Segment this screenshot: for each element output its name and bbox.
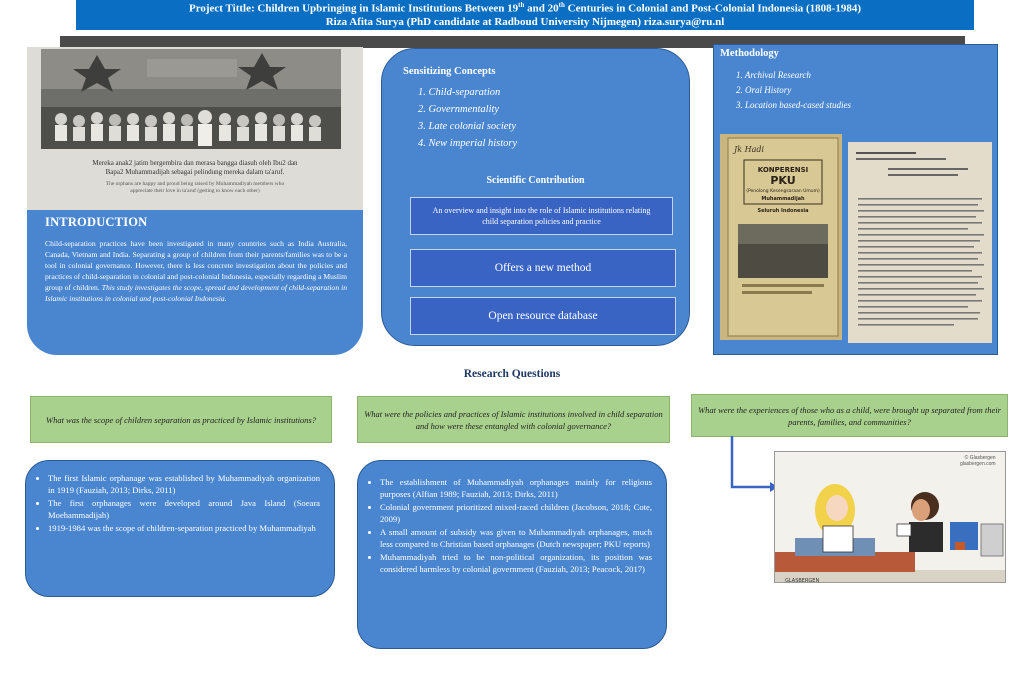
author-line: Riza Afita Surya (PhD candidate at Radboud University Nijmegen) riza.surya@ru.nl	[325, 15, 725, 28]
list-item: 3. Late colonial society	[418, 121, 516, 132]
connector-arrow-icon	[720, 436, 780, 496]
list-item: • Muhammadiyah tried to be non-political organization, its position was considered harmless by colonial government (Fauziah, 2013; Peacock, 2017)	[380, 552, 666, 575]
doc-acronym: PKU	[770, 174, 796, 187]
list-item: 2. Governmentality	[418, 104, 500, 115]
introduction-heading: INTRODUCTION	[45, 215, 148, 229]
list-item: • Colonial government prioritized mixed-raced children (Jacobson, 2018; Cote, 2009)	[380, 502, 666, 525]
doc-subtitle: (Penolong Kesengsaraan Umum)	[746, 189, 820, 194]
research-question-2: What were the policies and practices of Islamic institutions involved in child separation and how were these entangled with colonial governance?	[357, 396, 670, 443]
list-item: 1. Child-separation	[418, 87, 501, 98]
cartoon-signature: GLASBERGEN	[785, 578, 820, 583]
research-question-3: What were the experiences of those who as a child, were brought up separated from their parents, families, and communities?	[691, 394, 1008, 437]
photo-caption: Mereka anak2 jatim bergembira dan merasa bangga diasuh oleh Ibu2 dan Bapa2 Muhammadijah sebagai pelindung mereka dalam ta'aruf.	[92, 159, 298, 176]
sensitizing-concepts-title: Sensitizing Concepts	[403, 66, 496, 77]
list-item: 2. Oral History	[736, 85, 792, 95]
doc-handwritten-note: Jk Hadi	[734, 145, 765, 154]
photo-caption-english: The orphans are happy and proud being raised by Muhammadiyah members who appreciate their love in ta'aruf (getting to know each other)	[105, 181, 285, 194]
contribution-overview-box: An overview and insight into the role of Islamic institutions relating child separation policies and practice	[410, 197, 673, 235]
doc-org1: Muhammadijah	[761, 196, 805, 202]
list-item: 3. Location based-cased studies	[736, 100, 851, 110]
doc-org2: Seluruh Indonesia	[757, 208, 809, 214]
cartoon-credit: © Glasbergen glasbergen.com	[960, 455, 996, 467]
findings-panel-2	[357, 460, 667, 649]
doc-title: KONPERENSI	[757, 166, 809, 174]
poster-header	[76, 0, 974, 30]
methodology-list	[736, 68, 851, 113]
project-title: Project Tittle: Children Upbringing in Islamic Institutions Between 19th and 20th Centuries in Colonial and Post-Colonial Indonesia (1808-1984)	[188, 1, 862, 15]
methodology-title: Methodology	[720, 48, 779, 59]
contribution-database-box: Open resource database	[410, 297, 676, 335]
research-questions-title: Research Questions	[463, 368, 561, 380]
research-question-1: What was the scope of children separation as practiced by Islamic institutions?	[30, 396, 332, 443]
findings-panel-1	[25, 460, 335, 597]
introduction-panel	[27, 210, 363, 355]
introduction-body: Child-separation practices have been investigated in many countries such as India Australia, Canada, Vietnam and India. Separating a group of children from their parents/families was to be a tool in colonial governance. However, there is less concrete investigation about the policies and practices of child-separation in colonial and post-colonial Indonesia, especially regarding a Muslim group of children. This study investigates the scope, spread and development of child-separation in Islamic institutions in colonial and post-colonial Indonesia.	[45, 239, 347, 303]
contribution-method-box: Offers a new method	[410, 249, 676, 287]
historic-orphans-photo	[27, 47, 363, 210]
office-cartoon-image	[774, 451, 1006, 583]
list-item: • 1919-1984 was the scope of children-separation practiced by Muhammadiyah	[48, 523, 334, 535]
list-item: • The establishment of Muhammadiyah orphanages mainly for religious purposes (Alfian 1989; Fauziah, 2013; Dirks, 2011)	[380, 477, 666, 500]
scientific-contribution-title: Scientific Contribution	[486, 175, 585, 186]
list-item: • A small amount of subsidy was given to Muhammadiyah orphanages, much less compared to Christian based orphanages (Dutch newspaper; PKU reports)	[380, 527, 666, 550]
list-item: 1. Archival Research	[736, 70, 811, 80]
typed-archival-document-image	[848, 142, 992, 343]
sensitizing-concepts-list	[418, 84, 517, 152]
list-item: • The first Islamic orphanage was established by Muhammadiyah organization in 1919 (Fauziah, 2013; Dirks, 2011)	[48, 473, 334, 496]
pku-conference-document-image	[720, 134, 842, 340]
list-item: 4. New imperial history	[418, 138, 518, 149]
list-item: • The first orphanages were developed around Java Island (Soeara Moehammadijah)	[48, 498, 334, 521]
